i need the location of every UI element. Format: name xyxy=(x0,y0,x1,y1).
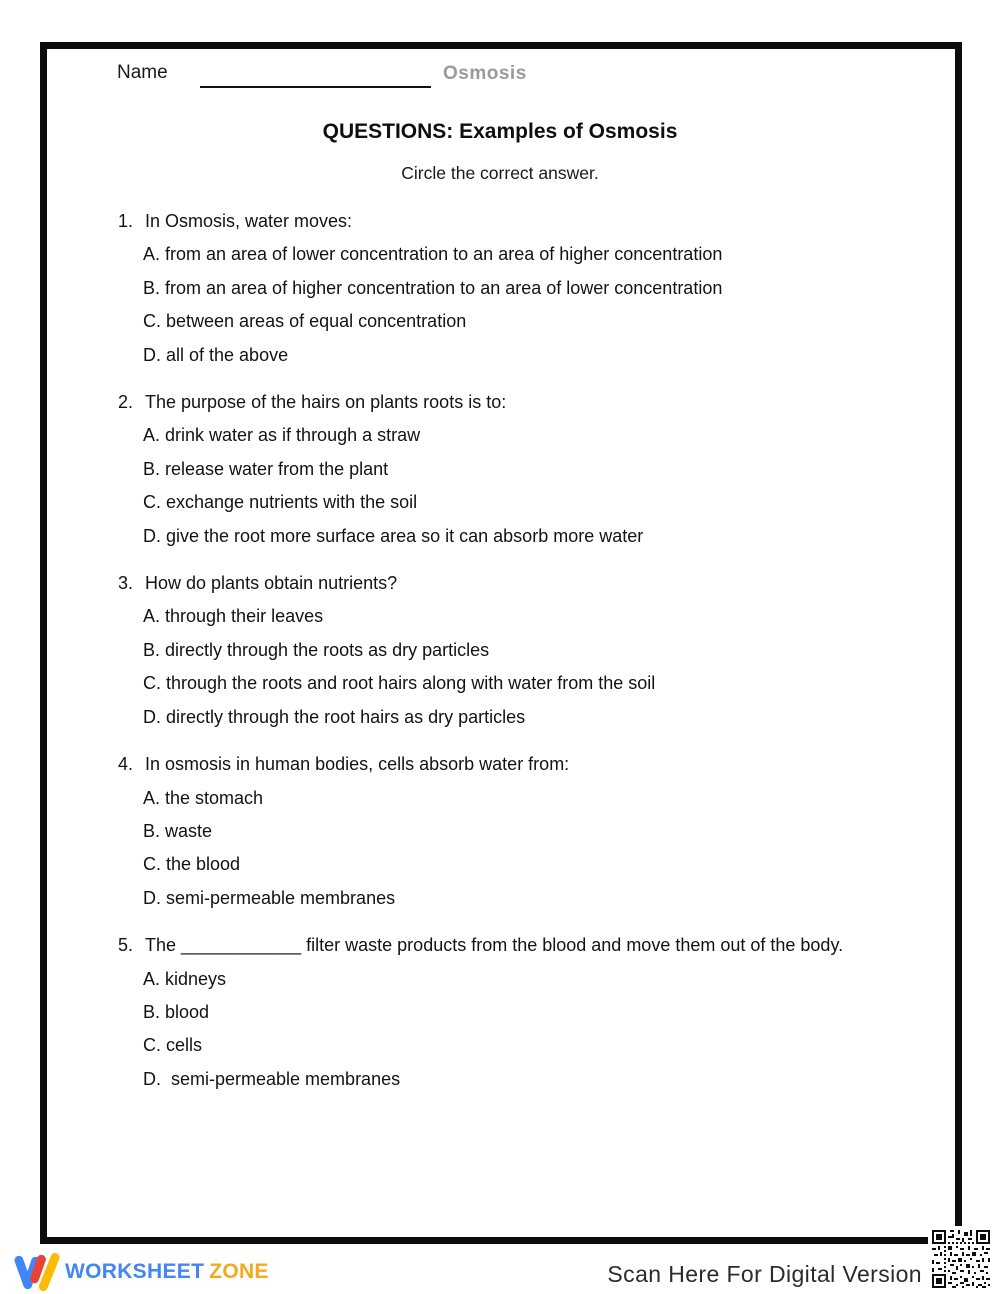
brand-word-zone: ZONE xyxy=(209,1260,269,1283)
question-number: 4. xyxy=(118,754,134,775)
answer-option-b[interactable]: B. blood xyxy=(143,1001,210,1022)
answer-option-c[interactable]: C. exchange nutrients with the soil xyxy=(143,492,418,513)
answer-option-b[interactable]: B. waste xyxy=(143,820,213,841)
question-number: 2. xyxy=(118,392,134,413)
name-label: Name xyxy=(117,62,168,83)
answer-option-a[interactable]: A. from an area of lower concentration to an area of higher concentration xyxy=(143,244,723,265)
question-number: 1. xyxy=(118,211,134,231)
page-title: QUESTIONS: Examples of Osmosis xyxy=(322,120,678,143)
question-3 xyxy=(118,567,942,734)
answer-option-a[interactable]: A. kidneys xyxy=(143,968,227,989)
answer-option-d[interactable]: D. directly through the root hairs as dry particles xyxy=(143,706,526,727)
answer-option-a[interactable]: A. drink water as if through a straw xyxy=(143,425,421,446)
question-number: 5. xyxy=(118,935,134,956)
question-number: 3. xyxy=(118,573,134,594)
worksheetzone-logo[interactable] xyxy=(14,1252,269,1292)
question-2 xyxy=(118,386,942,553)
question-5 xyxy=(118,929,942,1096)
qr-code-icon xyxy=(928,1226,994,1292)
answer-option-d[interactable]: D. all of the above xyxy=(143,344,289,365)
answer-option-a[interactable]: A. the stomach xyxy=(143,787,264,808)
question-text: The ____________ filter waste products from the blood and move them out of the body. xyxy=(145,935,844,956)
footer xyxy=(0,1244,1000,1294)
answer-option-a[interactable]: A. through their leaves xyxy=(143,606,324,627)
answer-option-b[interactable]: B. directly through the roots as dry particles xyxy=(143,639,490,660)
brand-word-worksheet: WORKSHEET xyxy=(65,1260,205,1283)
scan-here-label: Scan Here For Digital Version xyxy=(607,1261,922,1287)
answer-option-d[interactable]: D. semi-permeable membranes xyxy=(143,1068,401,1089)
name-blank-line[interactable] xyxy=(200,86,431,88)
worksheetzone-w-icon xyxy=(14,1252,61,1292)
topic-watermark: Osmosis xyxy=(443,63,527,84)
instruction-text: Circle the correct answer. xyxy=(401,163,599,183)
question-4 xyxy=(118,748,942,915)
answer-option-c[interactable]: C. cells xyxy=(143,1035,203,1056)
answer-option-b[interactable]: B. from an area of higher concentration to an area of lower concentration xyxy=(143,277,723,298)
question-text: In Osmosis, water moves: xyxy=(145,211,353,231)
brand-text xyxy=(65,1260,269,1284)
answer-option-c[interactable]: C. through the roots and root hairs along with water from the soil xyxy=(143,673,656,694)
question-text: The purpose of the hairs on plants roots is to: xyxy=(145,392,507,413)
answer-option-c[interactable]: C. the blood xyxy=(143,854,241,875)
question-text: How do plants obtain nutrients? xyxy=(145,573,398,594)
answer-option-c[interactable]: C. between areas of equal concentration xyxy=(143,311,467,332)
answer-option-d[interactable]: D. give the root more surface area so it can absorb more water xyxy=(143,525,644,546)
answer-option-d[interactable]: D. semi-permeable membranes xyxy=(143,887,396,908)
question-text: In osmosis in human bodies, cells absorb water from: xyxy=(145,754,570,775)
questions-list xyxy=(118,205,942,1110)
answer-option-b[interactable]: B. release water from the plant xyxy=(143,458,389,479)
question-1 xyxy=(118,205,942,372)
